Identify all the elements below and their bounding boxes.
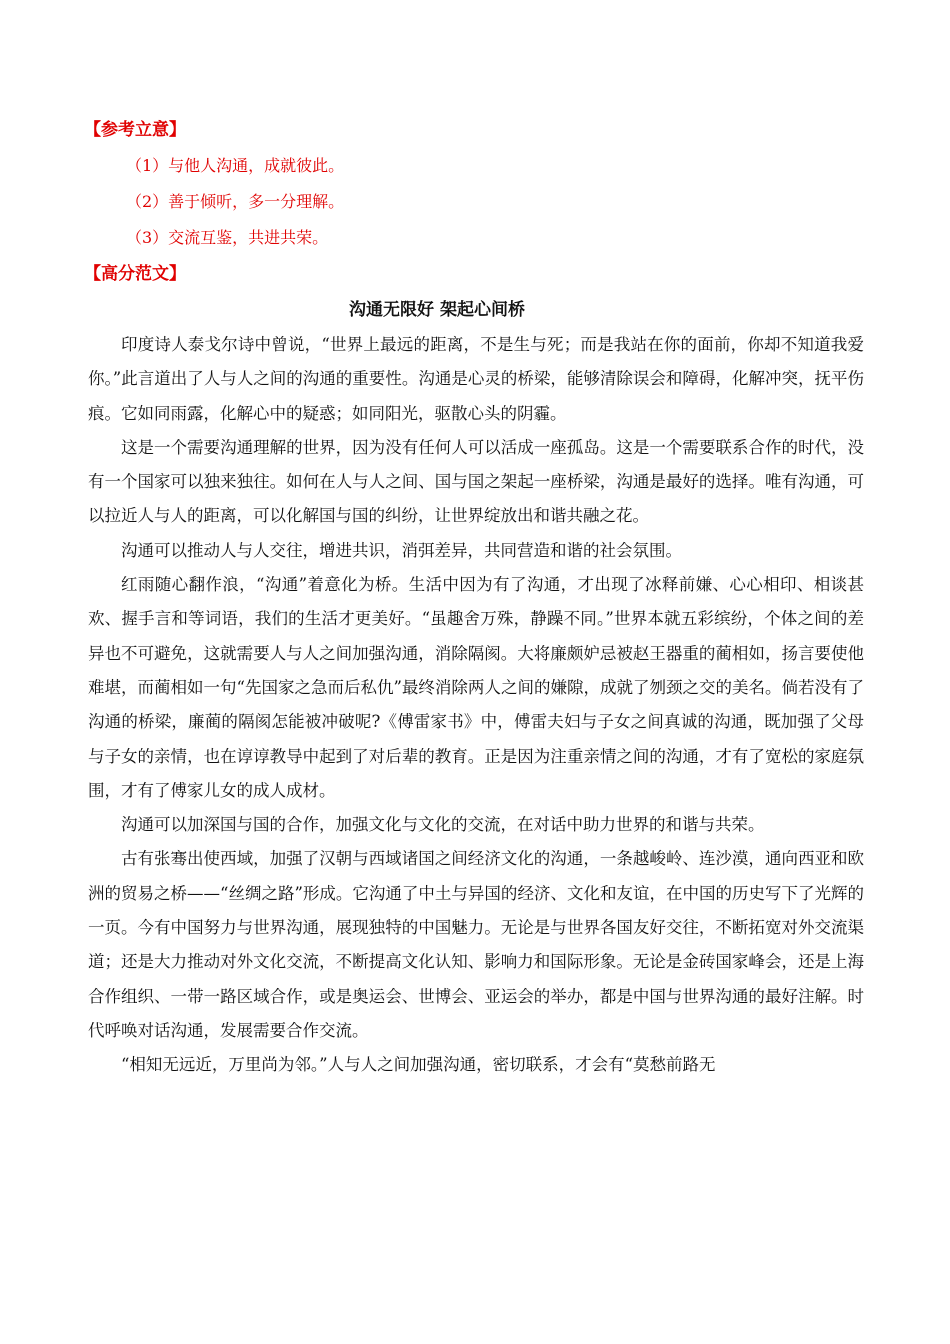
document-page bbox=[84, 112, 864, 1083]
reference-heading: 【参考立意】 bbox=[84, 120, 186, 140]
essay-paragraph: 印度诗人泰戈尔诗中曾说，“世界上最远的距离，不是生与死；而是我站在你的面前，你却不知道我爱你。”此言道出了人与人之间的沟通的重要性。沟通是心灵的桥梁，能够清除误会和障碍，化解冲突，抚平伤痕。它如同雨露，化解心中的疑惑；如同阳光，驱散心头的阴霾。 bbox=[88, 335, 864, 423]
essay-paragraph: “相知无远近，万里尚为邻。”人与人之间加强沟通，密切联系，才会有“莫愁前路无 bbox=[121, 1055, 716, 1075]
essay-title: 沟通无限好 架起心间桥 bbox=[349, 300, 525, 320]
essay-paragraph: 红雨随心翻作浪，“沟通”着意化为桥。生活中因为有了沟通，才出现了冰释前嫌、心心相印、相谈甚欢、握手言和等词语，我们的生活才更美好。“虽趣舍万殊，静躁不同。”世界本就五彩缤纷，个体之间的差异也不可避免，这就需要人与人之间加强沟通，消除隔阂。大将廉颇妒忌被赵王器重的蔺相如，扬言要使他难堪，而蔺相如一句“先国家之急而后私仇”最终消除两人之间的嫌隙，成就了刎颈之交的美名。倘若没有了沟通的桥梁，廉蔺的隔阂怎能被冲破呢?《傅雷家书》中，傅雷夫妇与子女之间真诚的沟通，既加强了父母与子女的亲情，也在谆谆教导中起到了对后辈的教育。正是因为注重亲情之间的沟通，才有了宽松的家庭氛围，才有了傅家儿女的成人成材。 bbox=[88, 575, 864, 800]
reference-point: （3）交流互鉴，共进共荣。 bbox=[126, 228, 329, 247]
reference-point: （2）善于倾听，多一分理解。 bbox=[126, 192, 345, 211]
essay-heading: 【高分范文】 bbox=[84, 264, 186, 284]
essay-paragraph: 沟通可以推动人与人交往，增进共识，消弭差异，共同营造和谐的社会氛围。 bbox=[121, 540, 682, 560]
essay-paragraph: 沟通可以加深国与国的合作，加强文化与文化的交流，在对话中助力世界的和谐与共荣。 bbox=[121, 815, 765, 835]
essay-paragraph: 古有张骞出使西域，加强了汉朝与西域诸国之间经济文化的沟通，一条越峻岭、连沙漠，通向西亚和欧洲的贸易之桥——“丝绸之路”形成。它沟通了中土与异国的经济、文化和友谊，在中国的历史写下了光辉的一页。今有中国努力与世界沟通，展现独特的中国魅力。无论是与世界各国友好交往，不断拓宽对外交流渠道；还是大力推动对外文化交流，不断提高文化认知、影响力和国际形象。无论是金砖国家峰会，还是上海合作组织、一带一路区域合作，或是奥运会、世博会、亚运会的举办，都是中国与世界沟通的最好注解。时代呼唤对话沟通，发展需要合作交流。 bbox=[88, 849, 864, 1040]
reference-point: （1）与他人沟通，成就彼此。 bbox=[126, 156, 345, 175]
essay-paragraph: 这是一个需要沟通理解的世界，因为没有任何人可以活成一座孤岛。这是一个需要联系合作的时代，没有一个国家可以独来独往。如何在人与人之间、国与国之架起一座桥梁，沟通是最好的选择。唯有沟通，可以拉近人与人的距离，可以化解国与国的纠纷，让世界绽放出和谐共融之花。 bbox=[88, 437, 864, 526]
